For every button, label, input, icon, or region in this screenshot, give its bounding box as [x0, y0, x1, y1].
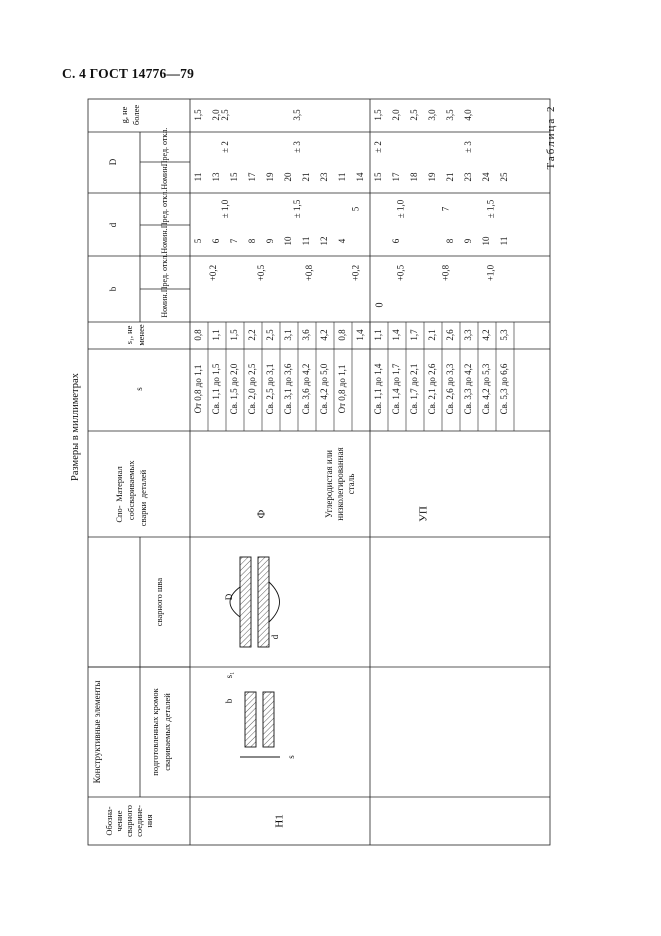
cell-D: 19	[427, 172, 438, 182]
cell-s: Св. 3,1 до 3,6	[283, 363, 294, 415]
cell-s: Св. 1,7 до 2,1	[409, 363, 420, 415]
header-g: g, не	[118, 106, 129, 124]
cell-d: 6	[391, 238, 402, 244]
cell-g: 1,5	[193, 109, 204, 121]
header-nominal: Номин.	[159, 164, 169, 190]
header-structural-elements: Конструктивные элементы	[92, 680, 103, 784]
cell-g: 2,0	[391, 109, 402, 121]
cell-D: 14	[355, 172, 366, 182]
cell-D: 18	[409, 172, 420, 182]
drawing-label-s1: s₁	[224, 671, 235, 679]
cell-s1: 0,8	[193, 329, 204, 341]
header-nominal: Номин.	[159, 228, 169, 254]
cell-g: 2,0	[211, 109, 222, 121]
D-deviation: ± 2	[220, 141, 231, 153]
joint-drawings	[230, 557, 280, 757]
cell-s1: 3,3	[463, 329, 474, 341]
cell-D: 21	[301, 172, 312, 182]
cell-d: 7	[229, 238, 240, 244]
cell-D: 23	[463, 172, 474, 182]
b-nominal: 0	[374, 302, 386, 308]
header-method: Спо-	[113, 505, 124, 523]
cell-s: Св. 3,6 до 4,2	[301, 363, 312, 415]
prepared-edges-drawing	[240, 692, 280, 757]
cell-s: Св. 1,1 до 1,4	[373, 363, 384, 415]
header-deviation: Пред. откл.	[159, 253, 169, 293]
cell-s: Св. 5,3 до 6,6	[499, 363, 510, 415]
b-deviation: +1,0	[485, 264, 496, 282]
table-title: Таблица 2	[545, 104, 557, 170]
drawing-label-d: d	[270, 634, 281, 640]
cell-s: От 0,8 до 1,1	[337, 364, 348, 414]
header-weld: сварного шва	[153, 577, 164, 627]
D-deviation: ± 3	[292, 141, 303, 153]
cell-D: 11	[193, 172, 204, 182]
material-value: сталь	[346, 473, 357, 495]
cell-s: Св. 3,3 до 4,2	[463, 363, 474, 415]
drawing-label-b: b	[224, 698, 235, 704]
cell-d: 8	[445, 238, 456, 244]
cell-s: Св. 2,0 до 2,5	[247, 363, 258, 415]
table-texts	[92, 105, 509, 837]
cell-D: 17	[247, 172, 258, 182]
header-deviation: Пред. откл.	[159, 127, 169, 167]
drawing-label-D: D	[224, 593, 235, 601]
cell-g: 3,0	[427, 109, 438, 121]
cell-s1: 5,3	[499, 329, 510, 341]
d-deviation: ± 1,5	[485, 199, 496, 219]
method-value: УП	[417, 506, 430, 522]
header-s1: менее	[135, 324, 146, 346]
table-svg	[70, 97, 560, 847]
cell-D: 21	[445, 172, 456, 182]
cell-D: 15	[373, 172, 384, 182]
D-deviation: ± 3	[463, 141, 474, 153]
header-s: s	[134, 387, 145, 391]
cell-d: 4	[337, 238, 348, 244]
cell-s1: 4,2	[319, 329, 330, 341]
g-value: 2,5	[220, 109, 231, 121]
cell-D: 19	[265, 172, 276, 182]
cell-D: 24	[481, 172, 492, 182]
header-D: D	[108, 158, 119, 166]
b-deviation: +0,5	[395, 264, 406, 282]
cell-s: Св. 1,4 до 1,7	[391, 363, 402, 415]
cell-d: 11	[499, 236, 510, 246]
cell-d: 9	[463, 238, 474, 244]
header-s1: s₁, не	[123, 325, 134, 345]
header-material: Материал	[113, 466, 124, 502]
cell-s1: 4,2	[481, 329, 492, 341]
header-prepared-edges: подготовленных кромок	[149, 688, 160, 776]
g-value: 4,0	[463, 109, 474, 121]
cell-s: Св. 4,2 до 5,0	[319, 363, 330, 415]
header-method: соб	[125, 507, 136, 521]
cell-s1: 1,4	[391, 329, 402, 341]
material-value: низколегированная	[335, 447, 346, 521]
header-d: d	[108, 222, 119, 228]
cell-D: 25	[499, 172, 510, 182]
cell-s: Св. 1,1 до 1,5	[211, 363, 222, 415]
cell-d: 10	[283, 236, 294, 246]
D-deviation: ± 2	[373, 141, 384, 153]
drawing-label-s: s	[286, 755, 297, 759]
header-deviation: Пред. откл.	[159, 189, 169, 229]
cell-d: 11	[301, 236, 312, 246]
b-deviation: +0,8	[304, 264, 315, 282]
b-deviation: +0,5	[256, 264, 267, 282]
page-header: С. 4 ГОСТ 14776—79	[62, 66, 195, 81]
header-designation: Обозна-	[103, 806, 114, 836]
cell-s: Св. 2,6 до 3,3	[445, 363, 456, 415]
cell-s: Св. 1,5 до 2,0	[229, 363, 240, 415]
cell-d: 5	[193, 238, 204, 244]
g-value: 1,5	[373, 109, 384, 121]
cell-D: 15	[229, 172, 240, 182]
g-value: 3,5	[292, 109, 303, 121]
header-designation: сварного	[123, 804, 134, 838]
cell-s1: 3,6	[301, 329, 312, 341]
cell-s1: 0,8	[337, 329, 348, 341]
header-designation: соедине-	[133, 805, 144, 837]
cell-s: Св. 2,1 до 2,6	[427, 363, 438, 415]
designation-value: Н1	[273, 814, 286, 828]
cell-s1: 2,5	[265, 329, 276, 341]
header-b: b	[108, 286, 119, 292]
material-value: Углеродистая или	[324, 450, 335, 518]
cell-D: 20	[283, 172, 294, 182]
header-g: более	[130, 104, 141, 126]
cell-s1: 2,2	[247, 329, 258, 341]
cell-s1: 1,1	[211, 329, 222, 341]
cell-d: 8	[247, 238, 258, 244]
b-deviation: +0,2	[350, 264, 361, 282]
cell-d: 6	[211, 238, 222, 244]
cell-s1: 1,1	[373, 329, 384, 341]
cell-s1: 1,5	[229, 329, 240, 341]
cell-s: Св. 4,2 до 5,3	[481, 363, 492, 415]
table-subtitle: Размеры в миллиметрах	[70, 373, 81, 481]
header-designation: ния	[143, 814, 154, 828]
header-designation: чение	[113, 810, 124, 832]
cell-s1: 3,1	[283, 329, 294, 341]
cell-s1: 1,4	[355, 329, 366, 341]
cell-D: 11	[337, 172, 348, 182]
d-deviation: ± 1,0	[220, 199, 231, 219]
d-deviation: 5	[350, 206, 361, 212]
b-deviation: +0,8	[440, 264, 451, 282]
cell-D: 23	[319, 172, 330, 182]
cell-s: От 0,8 до 1,1	[193, 364, 204, 414]
cell-d: 12	[319, 236, 330, 246]
cell-D: 13	[211, 172, 222, 182]
cell-d: 10	[481, 236, 492, 246]
rotated-table	[70, 97, 560, 847]
header-material: свариваемых	[125, 460, 136, 508]
cell-d: 9	[265, 238, 276, 244]
d-deviation: 7	[440, 206, 451, 212]
cell-g: 2,5	[409, 109, 420, 121]
b-deviation: +0,2	[208, 264, 219, 282]
cell-g: 3,5	[445, 109, 456, 121]
d-deviation: ± 1,5	[292, 199, 303, 219]
cell-s1: 2,6	[445, 329, 456, 341]
header-nominal: Номин.	[159, 292, 169, 318]
weld-drawing	[230, 557, 280, 647]
cell-s1: 1,7	[409, 329, 420, 341]
method-value: Ф	[255, 509, 268, 519]
header-prepared-edges: свариваемых деталей	[161, 693, 172, 771]
d-deviation: ± 1,0	[395, 199, 406, 219]
cell-s1: 2,1	[427, 329, 438, 341]
header-method: сварки	[137, 501, 148, 527]
cell-D: 17	[391, 172, 402, 182]
header-material: деталей	[137, 469, 148, 499]
cell-s: Св. 2,5 до 3,1	[265, 363, 276, 415]
